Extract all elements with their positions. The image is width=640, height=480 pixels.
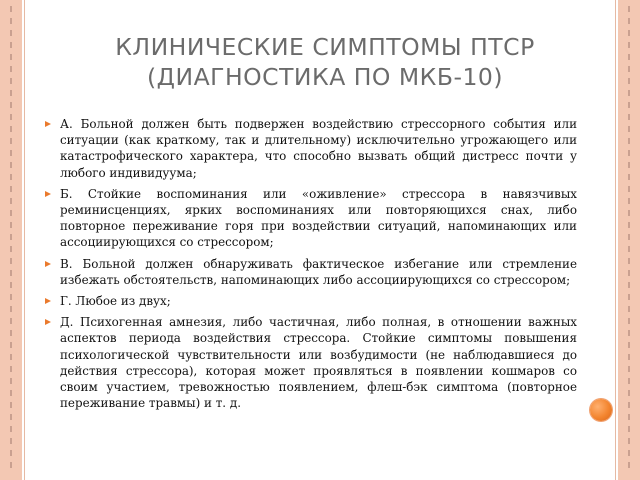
- slide-title-line-2: (ДИАГНОСТИКА ПО МКБ-10): [146, 63, 504, 91]
- decorative-orange-circle-icon: [590, 399, 612, 421]
- criteria-item-v: [45, 256, 577, 288]
- bullet-arrow-icon: [45, 298, 51, 304]
- bullet-arrow-icon: [45, 319, 51, 325]
- criteria-item-a: [45, 116, 577, 181]
- right-stitch-border: [628, 6, 630, 474]
- bullet-arrow-icon: [45, 121, 51, 127]
- slide-title: [55, 32, 595, 92]
- bullet-arrow-icon: [45, 191, 51, 197]
- criteria-text: Д. Психогенная амнезия, либо частичная, либо полная, в отношении важных аспектов периода воздействия стрессора. Стойкие симптомы повышения психологической чувствительности или возбудимости (не наблюдавшиеся до действия стрессора), которая может проявляться в появлении кошмаров со своим участием, тревожностью появлением, флеш-бэк симптома (повторное переживание травмы) и т. д.: [60, 315, 577, 411]
- criteria-text: А. Больной должен быть подвержен воздействию стрессорного события или ситуации (как краткому, так и длительному) исключительно угрожающего или катастрофического характера, что способно вызвать общий дистресс почти у любого индивидуума;: [60, 117, 577, 180]
- criteria-list: [45, 116, 577, 416]
- bullet-arrow-icon: [45, 261, 51, 267]
- criteria-item-b: [45, 186, 577, 251]
- criteria-item-g: [45, 293, 577, 309]
- criteria-text: Г. Любое из двух;: [60, 294, 171, 309]
- criteria-item-d: [45, 314, 577, 411]
- slide-title-line-1: КЛИНИЧЕСКИЕ СИМПТОМЫ ПТСР: [115, 33, 535, 61]
- criteria-text: Б. Стойкие воспоминания или «оживление» стрессора в навязчивых реминисценциях, ярких воспоминаниях или повторяющихся снах, либо повторное переживание горя при воздействии ситуаций, напоминающих или ассоциирующихся со стрессором;: [60, 186, 577, 250]
- criteria-text: В. Больной должен обнаруживать фактическое избегание или стремление избежать обстоятельств, напоминающих либо ассоциирующихся со стрессором;: [60, 256, 577, 287]
- left-stitch-border: [10, 6, 12, 474]
